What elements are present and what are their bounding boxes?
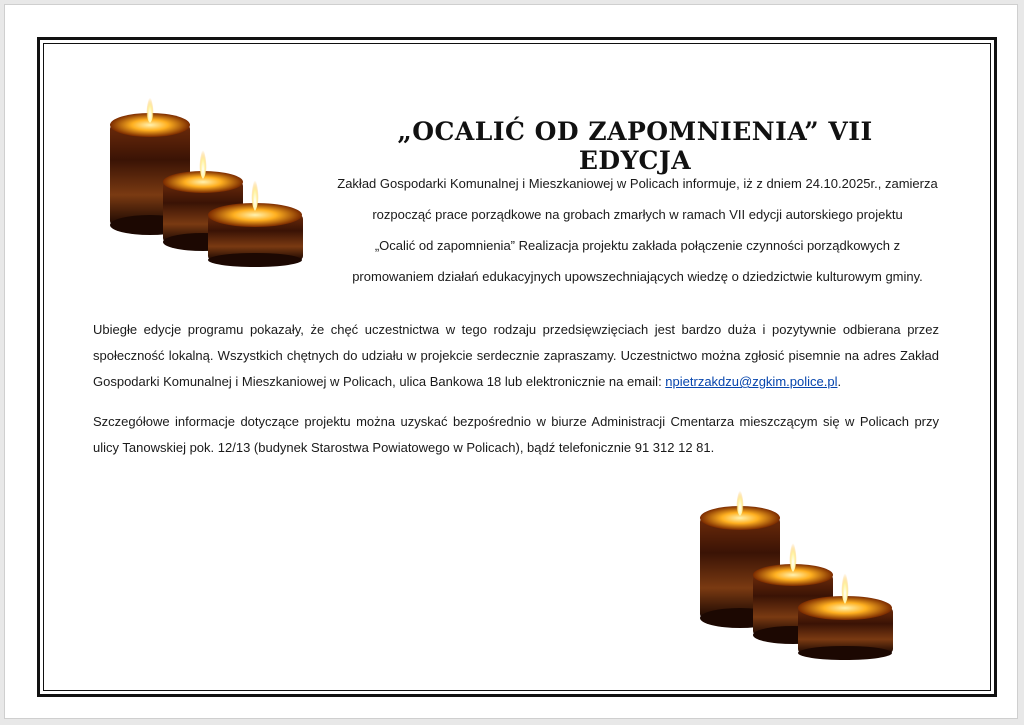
email-link[interactable]: npietrzakdzu@zgkim.police.pl (665, 374, 838, 389)
intro-line: promowaniem działań edukacyjnych upowszechniających wiedzę o dziedzictwie kulturowym gminy. (352, 269, 923, 284)
participation-end: . (837, 374, 842, 389)
page-title: „OCALIĆ OD ZAPOMNIENIA” VII EDYCJA (397, 117, 873, 175)
intro-line: rozpocząć prace porządkowe na grobach zmarłych w ramach VII edycji autorskiego projektu (372, 207, 903, 222)
participation-text: Ubiegłe edycje programu pokazały, że chęć uczestnictwa w tego rodzaju przedsięwzięciach jest bardzo duża i pozytywnie odbierana przez społeczność lokalną. Wszystkich chętnych do udziału w projekcie serdecznie zapraszamy. Uczestnictwo można zgłosić pisemnie na adres Zakład Gospodarki Komunalnej i Mieszkaniowej w Policach, ulica Bankowa 18 lub elektronicznie na email: (93, 322, 939, 389)
document-page (4, 4, 1018, 719)
candles-icon (105, 87, 305, 267)
intro-line: „Ocalić od zapomnienia” Realizacja projektu zakłada połączenie czynności porządkowych z (374, 238, 901, 253)
candles-icon (695, 480, 895, 660)
details-paragraph: Szczegółowe informacje dotyczące projektu można uzyskać bezpośrednio w biurze Administracji Cmentarza mieszczącym się w Policach przy ulicy Tanowskiej pok. 12/13 (budynek Starostwa Powiatowego w Policach), bądź telefonicznie 91 312 12 81. (93, 414, 939, 455)
intro-line: Zakład Gospodarki Komunalnej i Mieszkaniowej w Policach informuje, iż z dniem 24.10.2025r., zamierza (337, 176, 938, 191)
intro-paragraph (310, 168, 965, 292)
participation-paragraph (93, 317, 939, 395)
